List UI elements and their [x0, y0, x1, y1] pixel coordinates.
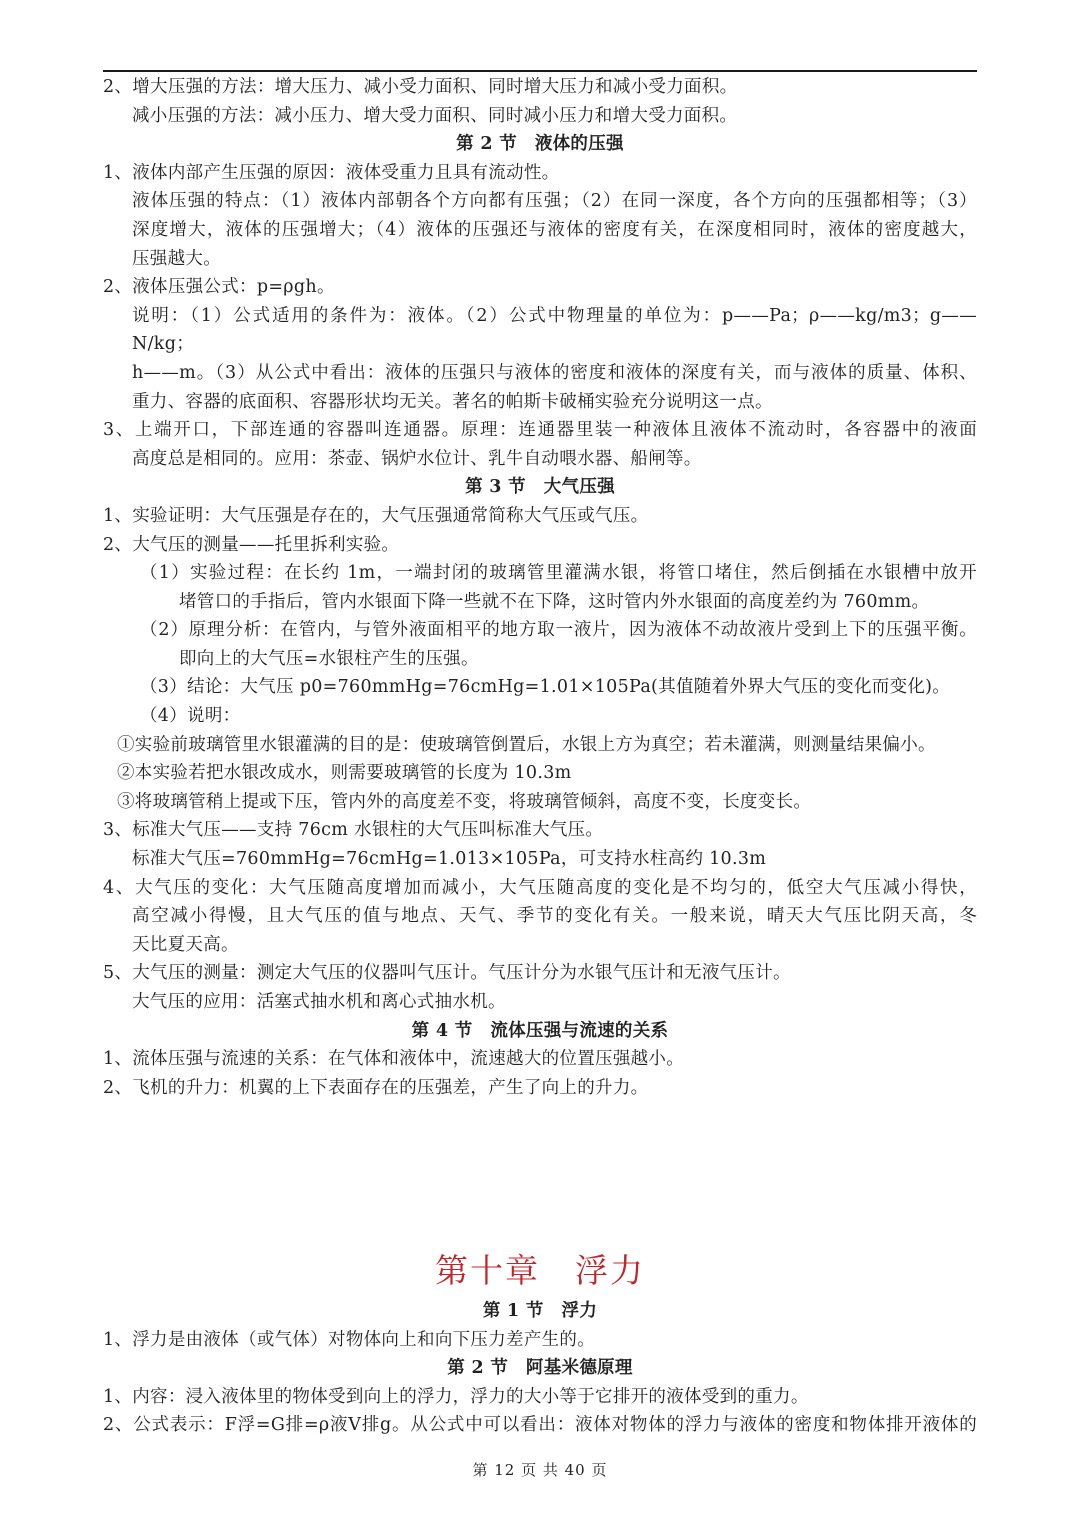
text-line: 高空减小得慢，且大气压的值与地点、天气、季节的变化有关。一般来说，晴天大气压比阴天高，冬 — [132, 906, 977, 927]
text-line: 5、大气压的测量：测定大气压的仪器叫气压计。气压计分为水银气压计和无液气压计。 — [103, 963, 791, 984]
text-line: 液体压强的特点：（1）液体内部朝各个方向都有压强；（2）在同一深度，各个方向的压强都相等；（3） — [132, 191, 977, 212]
text-line: （4）说明： — [140, 706, 241, 727]
text-line: 减小压强的方法：减小压力、增大受力面积、同时减小压力和增大受力面积。 — [132, 105, 738, 126]
text-line: 1、浮力是由液体（或气体）对物体向上和向下压力差产生的。 — [103, 1329, 596, 1350]
text-line: 压强越大。 — [132, 248, 221, 269]
text-line: 3、标准大气压——支持 76cm 水银柱的大气压叫标准大气压。 — [103, 820, 604, 841]
section-heading-3: 第 3 节 大气压强 — [465, 477, 615, 498]
text-line: 堵管口的手指后，管内水银面下降一些就不在下降，这时管内外水银面的高度差约为 760mm。 — [179, 591, 930, 612]
text-line: （1）实验过程：在长约 1m，一端封闭的玻璃管里灌满水银，将管口堵住，然后倒插在水银槽中放开 — [140, 563, 977, 584]
text-line: 说明：（1）公式适用的条件为：液体。（2）公式中物理量的单位为：p——Pa；ρ——kg/m3；g——N/kg； — [132, 305, 977, 355]
text-line: 高度总是相同的。应用：茶壶、锅炉水位计、乳牛自动喂水器、船闸等。 — [132, 448, 702, 469]
section-heading-2: 第 2 节 液体的压强 — [456, 134, 624, 155]
text-line: 即向上的大气压=水银柱产生的压强。 — [179, 648, 479, 669]
text-line: 重力、容器的底面积、容器形状均无关。著名的帕斯卡破桶实验充分说明这一点。 — [132, 391, 773, 412]
text-line: ②本实验若把水银改成水，则需要玻璃管的长度为 10.3m — [117, 763, 572, 784]
text-line: 2、液体压强公式：p=ρgh。 — [103, 277, 335, 298]
text-line: （2）原理分析：在管内，与管外液面相平的地方取一液片，因为液体不动故液片受到上下的压强平衡。 — [140, 620, 977, 641]
header-rule — [103, 70, 977, 72]
text-line: 2、增大压强的方法：增大压力、减小受力面积、同时增大压力和减小受力面积。 — [103, 77, 738, 97]
section-heading-2-archimedes: 第 2 节 阿基米德原理 — [447, 1358, 633, 1379]
text-line: 标准大气压=760mmHg=76cmHg=1.013×105Pa，可支持水柱高约 10.3m — [132, 849, 767, 870]
text-line: 2、公式表示：F浮=G排=ρ液V排g。从公式中可以看出：液体对物体的浮力与液体的密度和物体排开液体的 — [103, 1415, 977, 1436]
text-line: 4、大气压的变化：大气压随高度增加而减小，大气压随高度的变化是不均匀的，低空大气压减小得快， — [103, 877, 977, 898]
page-footer: 第 12 页 共 40 页 — [472, 1461, 608, 1479]
text-line: 2、飞机的升力：机翼的上下表面存在的压强差，产生了向上的升力。 — [103, 1077, 649, 1098]
text-line: 1、内容：浸入液体里的物体受到向上的浮力，浮力的大小等于它排开的液体受到的重力。 — [103, 1386, 809, 1407]
text-line: 1、实验证明：大气压强是存在的，大气压强通常简称大气压或气压。 — [103, 505, 649, 526]
text-line: h——m。（3）从公式中看出：液体的压强只与液体的密度和液体的深度有关，而与液体的质量、体积、 — [132, 362, 977, 383]
text-line: 3、上端开口，下部连通的容器叫连通器。原理：连通器里装一种液体且液体不流动时，各容器中的液面 — [103, 420, 977, 441]
text-line: 1、液体内部产生压强的原因：液体受重力且具有流动性。 — [103, 162, 560, 183]
text-line: ③将玻璃管稍上提或下压，管内外的高度差不变，将玻璃管倾斜，高度不变，长度变长。 — [117, 791, 812, 812]
text-line: 大气压的应用：活塞式抽水机和离心式抽水机。 — [132, 992, 506, 1012]
text-line: 1、流体压强与流速的关系：在气体和液体中，流速越大的位置压强越小。 — [103, 1049, 685, 1070]
text-line: 2、大气压的测量——托里拆利实验。 — [103, 534, 400, 555]
text-line: 深度增大，液体的压强增大；（4）液体的压强还与液体的密度有关，在深度相同时，液体的密度越大， — [132, 219, 977, 240]
chapter-title: 第十章 浮力 — [435, 1251, 645, 1290]
page-body-lower — [103, 1297, 977, 1440]
page-body-upper — [103, 73, 977, 1102]
section-heading-4: 第 4 节 流体压强与流速的关系 — [411, 1020, 669, 1041]
text-line: 天比夏天高。 — [132, 934, 239, 955]
section-heading-1: 第 1 节 浮力 — [482, 1301, 598, 1321]
text-line: （3）结论：大气压 p0=760mmHg=76cmHg=1.01×105Pa(其值随着外界大气压的变化而变化)。 — [140, 677, 951, 698]
text-line: ①实验前玻璃管里水银灌满的目的是：使玻璃管倒置后，水银上方为真空；若未灌满，则测量结果偏小。 — [117, 734, 936, 755]
